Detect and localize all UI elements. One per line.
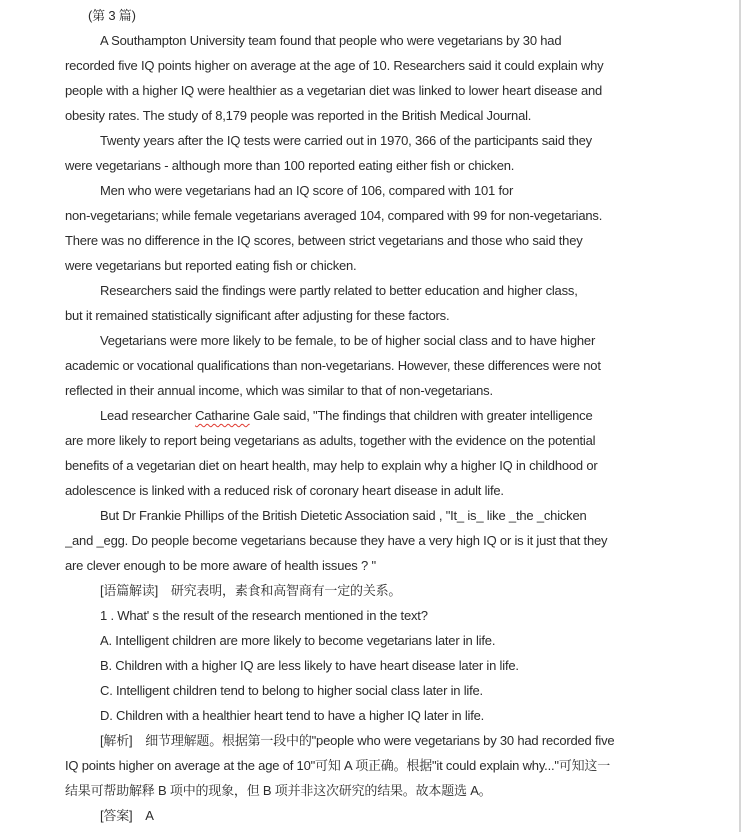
text-line: adolescence is linked with a reduced risk of coronary heart disease in adult life. [65, 483, 504, 498]
spellcheck-error-word: Catharine [195, 408, 250, 423]
text-line: people with a higher IQ were healthier as a vegetarian diet was linked to lower heart disease and [65, 83, 603, 98]
text-line: Researchers said the findings were partly related to better education and higher class, [100, 283, 578, 298]
text-line: are more likely to report being vegetarians as adults, together with the evidence on the potential [65, 433, 596, 448]
text-line: A Southampton University team found that people who were vegetarians by 30 had [100, 33, 562, 48]
text-line: [语篇解读] 研究表明，素食和高智商有一定的关系。 [100, 583, 402, 598]
text-line: were vegetarians - although more than 100 reported eating either fish or chicken. [65, 158, 515, 173]
text-line: benefits of a vegetarian diet on heart health, may help to explain why a higher IQ in childhood or [65, 458, 598, 473]
text-line: recorded five IQ points higher on average at the age of 10. Researchers said it could explain why [65, 58, 604, 73]
text-line: obesity rates. The study of 8,179 people was reported in the British Medical Journal. [65, 108, 532, 123]
text-line: 1 . What' s the result of the research mentioned in the text? [100, 608, 428, 623]
text-line: 结果可帮助解释 B 项中的现象，但 B 项并非这次研究的结果。故本题选 A。 [65, 783, 492, 798]
text-line: Men who were vegetarians had an IQ score of 106, compared with 101 for [100, 183, 514, 198]
text-line: IQ points higher on average at the age of 10"可知 A 项正确。根据"it could explain why..."可知这一 [65, 758, 611, 773]
text-line: non-vegetarians; while female vegetarians averaged 104, compared with 99 for non-vegetarians. [65, 208, 603, 223]
text-line: [答案] A [100, 808, 154, 823]
text-line: _and _egg. Do people become vegetarians because they have a very high IQ or is it just that they [65, 533, 608, 548]
text-line: are clever enough to be more aware of health issues ? " [65, 558, 376, 573]
text-line: B. Children with a higher IQ are less likely to have heart disease later in life. [100, 658, 519, 673]
text-line: but it remained statistically significant after adjusting for these factors. [65, 308, 450, 323]
text-line: Twenty years after the IQ tests were carried out in 1970, 366 of the participants said they [100, 133, 592, 148]
text-line: were vegetarians but reported eating fish or chicken. [65, 258, 357, 273]
text-line: A. Intelligent children are more likely to become vegetarians later in life. [100, 633, 496, 648]
text-line: reflected in their annual income, which was similar to that of non-vegetarians. [65, 383, 493, 398]
page-right-edge-line [739, 0, 741, 832]
text-line: Lead researcher Catharine Gale said, "The findings that children with greater intelligence [100, 408, 593, 423]
text-line: academic or vocational qualifications than non-vegetarians. However, these differences were not [65, 358, 601, 373]
text-line: (第 3 篇) [88, 8, 136, 23]
text-line: C. Intelligent children tend to belong to higher social class later in life. [100, 683, 483, 698]
document-body[interactable] [65, 3, 737, 828]
text-line: D. Children with a healthier heart tend to have a higher IQ later in life. [100, 708, 485, 723]
text-line: There was no difference in the IQ scores, between strict vegetarians and those who said they [65, 233, 583, 248]
text-line: [解析] 细节理解题。根据第一段中的"people who were vegetarians by 30 had recorded five [100, 733, 615, 748]
text-line: Vegetarians were more likely to be female, to be of higher social class and to have higher [100, 333, 596, 348]
text-line: But Dr Frankie Phillips of the British Dietetic Association said , "It_ is_ like _the _chicken [100, 508, 587, 523]
